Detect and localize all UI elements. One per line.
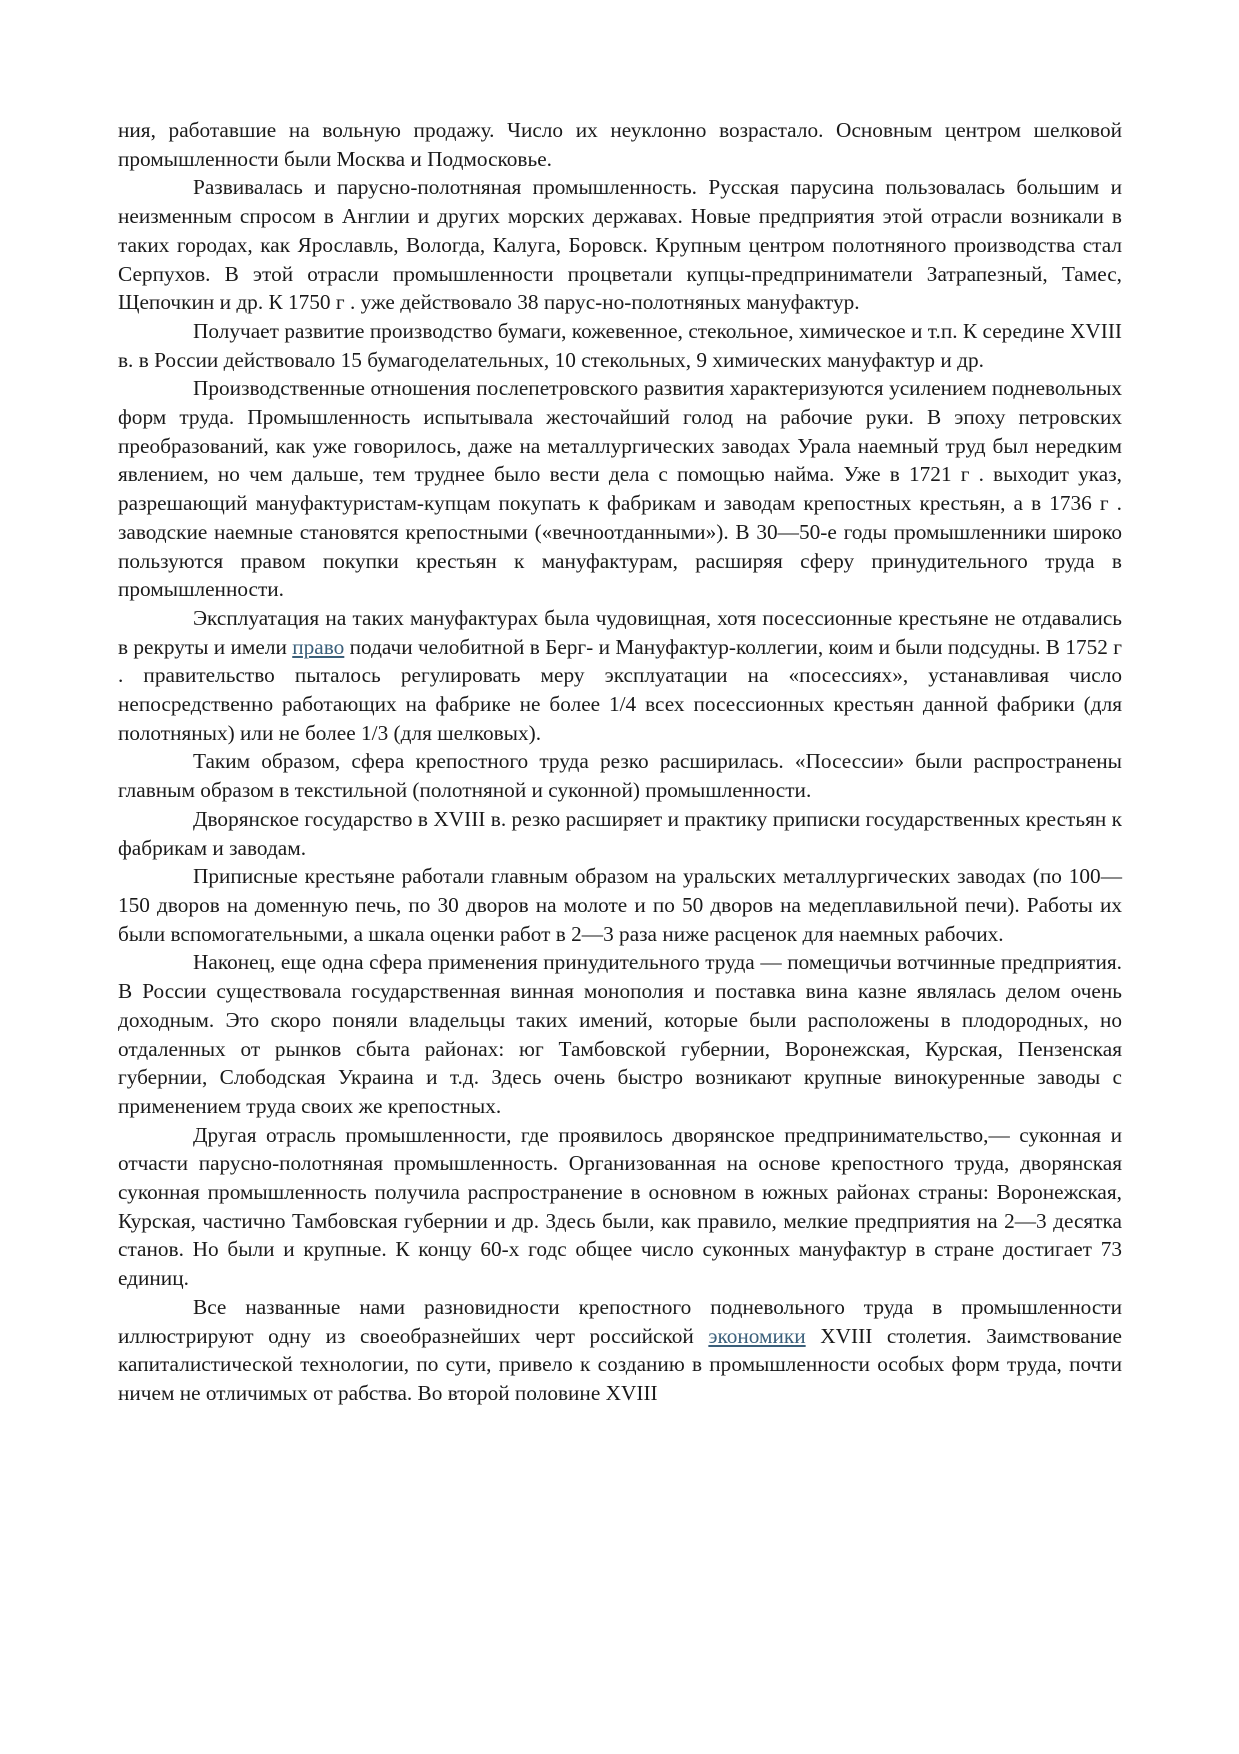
paragraph-3 — [118, 317, 1122, 374]
paragraph-text: Таким образом, сфера крепостного труда резко расширилась. «Посессии» были распространены главным образом в текстильной (полотняной и суконной) промышленности. — [118, 749, 1122, 803]
paragraph-4 — [118, 374, 1122, 604]
paragraph-text: Эксплуатация на таких мануфактурах была чудовищная, хотя посессионные крестьяне не отдавались в рекруты и имели — [118, 605, 1122, 659]
paragraph-text: Другая отрасль промышленности, где проявилось дворянское предпринимательство,— суконная и отчасти парусно-полотняная промышленность. Организованная на основе крепостного труда, дворянская суконная промышленность получила распространение в основном в южных районах страны: Воронежская, Курская, частично Тамбовская губернии и др. Здесь были, как правило, мелкие предприятия на 2—3 десятка станов. Но были и крупные. К концу 60-х годс общее число суконных мануфактур в стране достигает 73 единиц. — [118, 1122, 1122, 1291]
paragraph-5 — [118, 604, 1122, 748]
paragraph-text: XVIII столетия. Заимствование капиталистической технологии, по сути, привело к созданию в промышленности особых форм труда, почти ничем не отличимых от рабства. Во второй половине XVIII — [118, 1323, 1122, 1405]
paragraph-text: Все названные нами разновидности крепостного подневольного труда в промышленности иллюстрируют одну из своеобразнейших черт российской — [118, 1294, 1122, 1348]
paragraph-10 — [118, 1121, 1122, 1293]
paragraph-1 — [118, 116, 1122, 173]
paragraph-text: Наконец, еще одна сфера применения принудительного труда — помещичьи вотчинные предприятия. В России существовала государственная винная монополия и поставка вина казне являлась делом очень доходным. Это скоро поняли владельцы таких имений, которые были расположены в плодородных, но отдаленных от рынков сбыта районах: юг Тамбовской губернии, Воронежская, Курская, Пензенская губернии, Слободская Украина и т.д. Здесь очень быстро возникают крупные винокуренные заводы с применением труда своих же крепостных. — [118, 950, 1122, 1118]
link-pravo[interactable]: право — [292, 634, 345, 659]
paragraph-text: Получает развитие производство бумаги, кожевенное, стекольное, химическое и т.п. К середине XVIII в. в России действовало 15 бумагоделательных, 10 стекольных, 9 химических мануфактур и др. — [118, 318, 1122, 372]
paragraph-7 — [118, 805, 1122, 862]
paragraph-2 — [118, 173, 1122, 317]
paragraph-text: подачи челобитной в Берг- и Мануфактур-коллегии, коим и были подсудны. В 1752 г . правительство пыталось регулировать меру эксплуатации на «посессиях», устанавливая число непосредственно работающих на фабрике не более 1/4 всех посессионных крестьян данной фабрики (для полотняных) или не более 1/3 (для шелковых). — [118, 634, 1122, 745]
paragraph-text: Развивалась и парусно-полотняная промышленность. Русская парусина пользовалась большим и неизменным спросом в Англии и других морских державах. Новые предприятия этой отрасли возникали в таких городах, как Ярославль, Вологда, Калуга, Боровск. Крупным центром полотняного производства стал Серпухов. В этой отрасли промышленности процветали купцы-предприниматели Затрапезный, Тамес, Щепочкин и др. К 1750 г . уже действовало 38 парус-но-полотняных мануфактур. — [118, 175, 1122, 315]
paragraph-11 — [118, 1293, 1122, 1408]
paragraph-text: Дворянское государство в XVIII в. резко расширяет и практику приписки государственных крестьян к фабрикам и заводам. — [118, 806, 1122, 860]
paragraph-text: Производственные отношения послепетровского развития характеризуются усилением подневольных форм труда. Промышленность испытывала жесточайший голод на рабочие руки. В эпоху петровских преобразований, как уже говорилось, даже на металлургических заводах Урала наемный труд был нередким явлением, но чем дальше, тем труднее было вести дела с помощью найма. Уже в 1721 г . выходит указ, разрешающий мануфактуристам-купцам покупать к фабрикам и заводам крепостных крестьян, а в 1736 г . заводские наемные становятся крепостными («вечноотданными»). В 30—50-е годы промышленники широко пользуются правом покупки крестьян к мануфактурам, расширяя сферу принудительного труда в промышленности. — [118, 376, 1122, 602]
paragraph-text: Приписные крестьяне работали главным образом на уральских металлургических заводах (по 100—150 дворов на доменную печь, по 30 дворов на молоте и по 50 дворов на медеплавильной печи). Работы их были вспомогательными, а шкала оценки работ в 2—3 раза ниже расценок для наемных рабочих. — [118, 864, 1122, 946]
link-ekonomiki[interactable]: экономики — [708, 1323, 806, 1348]
document-page — [118, 116, 1122, 1408]
paragraph-6 — [118, 747, 1122, 804]
paragraph-text: ния, работавшие на вольную продажу. Число их неуклонно возрастало. Основным центром шелковой промышленности были Москва и Подмосковье. — [118, 118, 1122, 171]
paragraph-9 — [118, 948, 1122, 1120]
paragraph-8 — [118, 862, 1122, 948]
